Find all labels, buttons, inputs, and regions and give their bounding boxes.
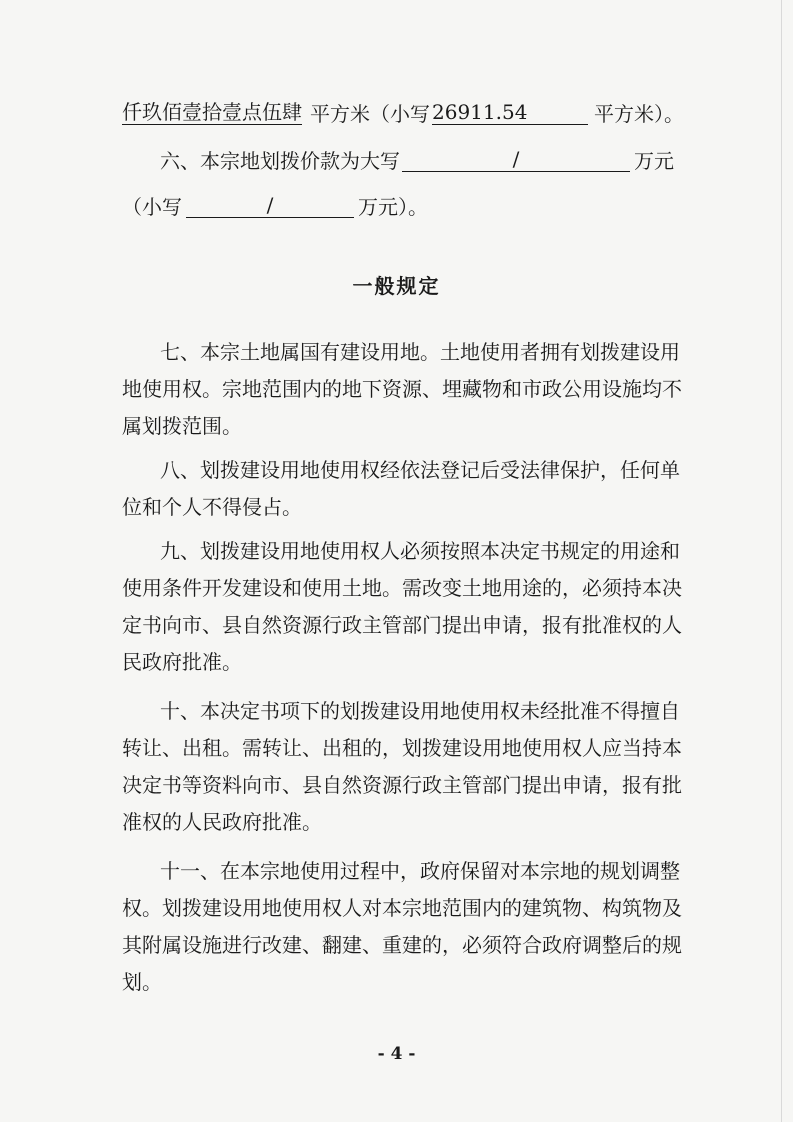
price-small-unit: 万元）。: [358, 195, 428, 219]
price-label: 六、本宗地划拨价款为大写: [160, 149, 400, 173]
area-number: 26911.54: [432, 100, 588, 125]
section-heading: 一般规定: [352, 274, 441, 298]
page-edge: [781, 0, 782, 1122]
area-unit: 平方米）。: [594, 102, 684, 126]
document-page: 仟玖佰壹拾壹点伍肆 平方米（小写 26911.54 平方米）。 六、本宗地划拨价款为大写 / 万元 （小写 / 万元）。 一般规定 七、本宗土地属国有建设用地。土地使用者拥有划拨建设用 地使用权。宗地范围内的地下资源、埋藏物和市政公用设施均不 属划拨范围。 八、划拨建设用地使用权经依法登记后受法律保护，任何单 位和个人不得侵占。 九、划拨建设用地使用权人必须按照本决定书规定的用途和 使用条件开发建设和使用土地。需改变土地用途的，必须持本决 定书向市、县自然资源行政主管部门提出申请，报有批准权的人 民政府批准。 十、本决定书项下的划拨建设用地使用权未经批准不得擅自 转让、出租。需转让、出租的，划拨建设用地使用权人应当持本 决定书等资料向市、县自然资源行政主管部门提出申请，报有批 准权的人民政府批准。 十一、在本宗地使用过程中，政府保留对本宗地的规划调整 权。划拨建设用地使用权人对本宗地范围内的建筑物、构筑物及 其附属设施进行改建、翻建、重建的，必须符合政府调整后的规 划。 - 4 -: [0, 0, 793, 1122]
price-uppercase-value: /: [402, 147, 630, 172]
area-label: 平方米（小写: [310, 102, 430, 126]
page-number: - 4 -: [377, 1044, 416, 1064]
area-words: 仟玖佰壹拾壹点伍肆: [122, 100, 302, 124]
price-small-value: /: [186, 193, 354, 218]
price-unit: 万元: [634, 149, 674, 173]
price-small-label: （小写: [122, 195, 182, 219]
